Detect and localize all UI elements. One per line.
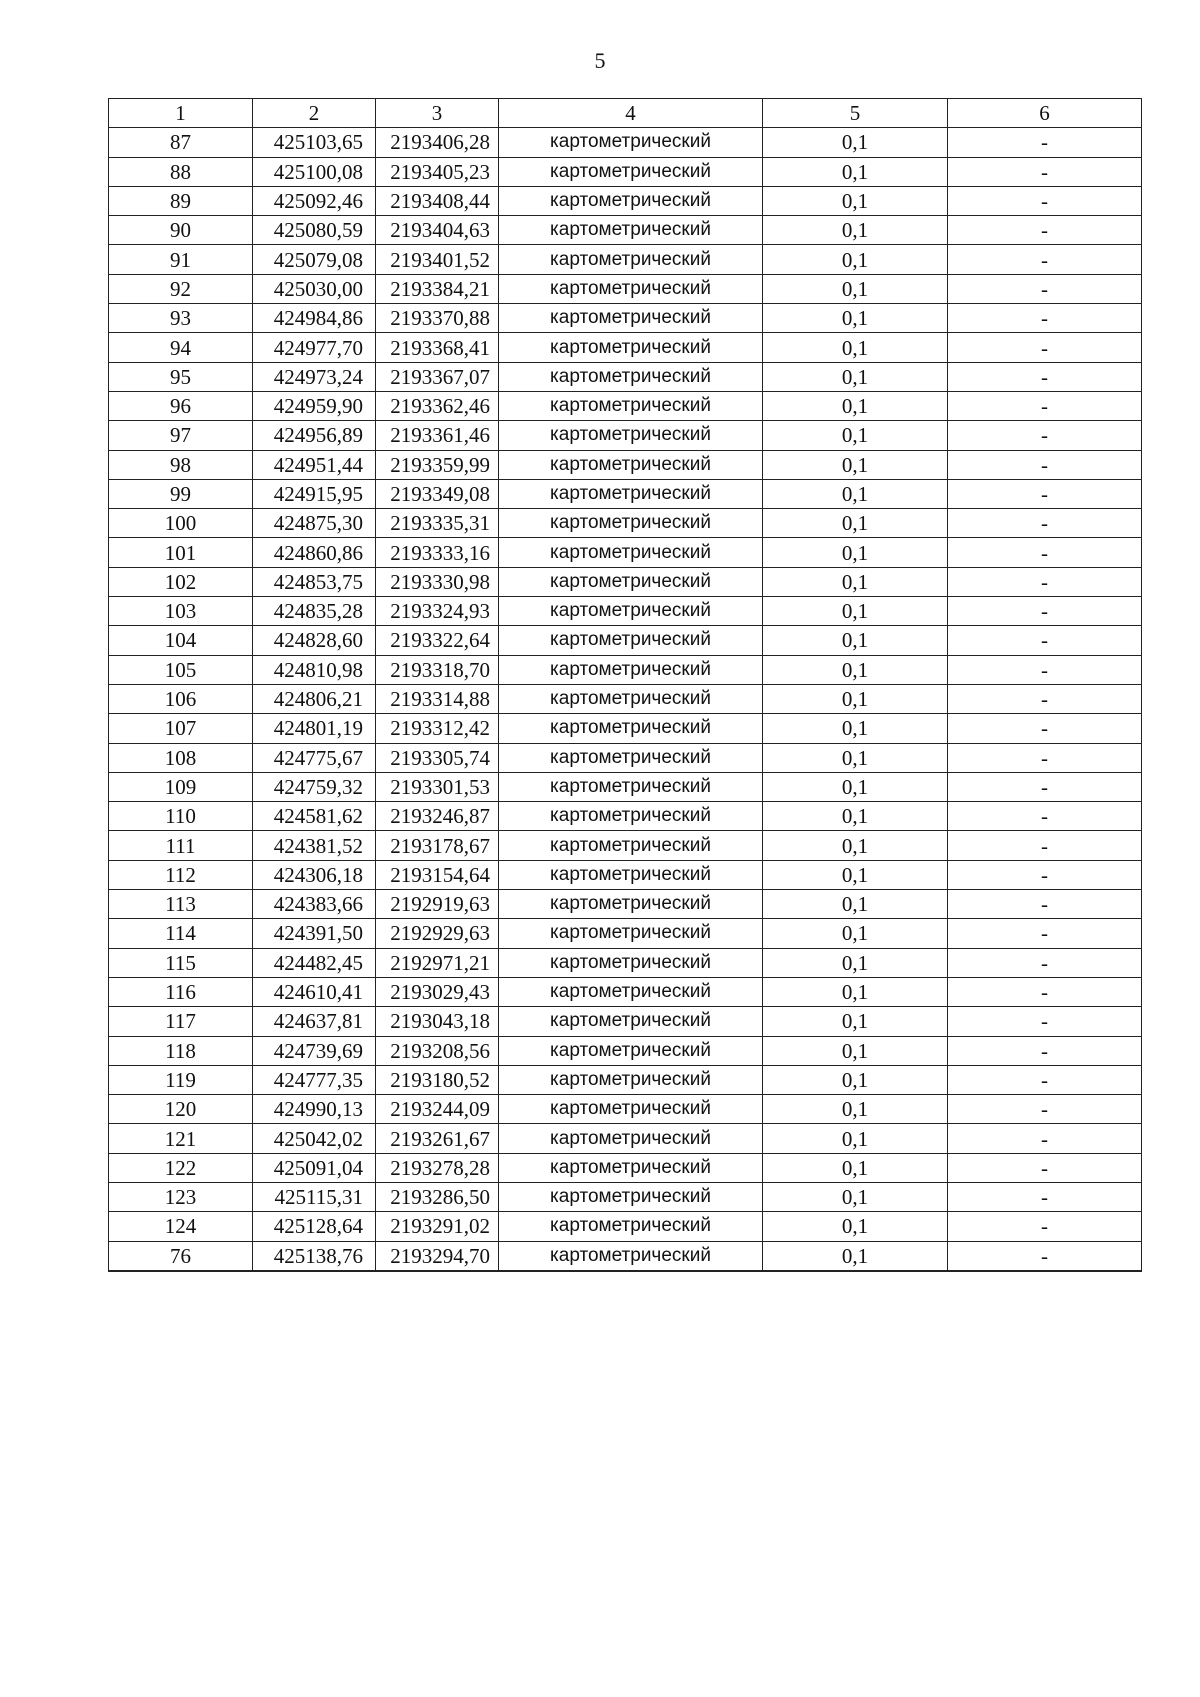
header-cell: 4 [499, 99, 763, 128]
point-number-cell: 107 [109, 714, 253, 743]
y-coordinate-cell: 2193322,64 [376, 626, 499, 655]
table-row [109, 802, 1142, 831]
method-cell: картометрический [499, 860, 763, 889]
point-number-cell: 99 [109, 479, 253, 508]
x-coordinate-cell: 424610,41 [253, 977, 376, 1006]
table-row [109, 1212, 1142, 1241]
note-cell: - [948, 216, 1142, 245]
table-row [109, 1095, 1142, 1124]
header-cell: 3 [376, 99, 499, 128]
point-number-cell: 95 [109, 362, 253, 391]
table-row [109, 655, 1142, 684]
note-cell: - [948, 684, 1142, 713]
y-coordinate-cell: 2193291,02 [376, 1212, 499, 1241]
y-coordinate-cell: 2193314,88 [376, 684, 499, 713]
table-row [109, 626, 1142, 655]
y-coordinate-cell: 2193318,70 [376, 655, 499, 684]
precision-cell: 0,1 [763, 362, 948, 391]
note-cell: - [948, 362, 1142, 391]
point-number-cell: 93 [109, 304, 253, 333]
point-number-cell: 112 [109, 860, 253, 889]
table-header-row [109, 99, 1142, 128]
method-cell: картометрический [499, 655, 763, 684]
note-cell: - [948, 567, 1142, 596]
x-coordinate-cell: 424775,67 [253, 743, 376, 772]
point-number-cell: 89 [109, 186, 253, 215]
note-cell: - [948, 1241, 1142, 1271]
precision-cell: 0,1 [763, 684, 948, 713]
precision-cell: 0,1 [763, 1007, 948, 1036]
x-coordinate-cell: 424381,52 [253, 831, 376, 860]
method-cell: картометрический [499, 919, 763, 948]
header-cell: 2 [253, 99, 376, 128]
note-cell: - [948, 186, 1142, 215]
y-coordinate-cell: 2193405,23 [376, 157, 499, 186]
page-number: 5 [594, 48, 606, 73]
table-row [109, 1153, 1142, 1182]
y-coordinate-cell: 2193404,63 [376, 216, 499, 245]
method-cell: картометрический [499, 186, 763, 215]
precision-cell: 0,1 [763, 333, 948, 362]
table-row [109, 128, 1142, 157]
note-cell: - [948, 304, 1142, 333]
y-coordinate-cell: 2193301,53 [376, 772, 499, 801]
precision-cell: 0,1 [763, 977, 948, 1006]
note-cell: - [948, 743, 1142, 772]
table-row [109, 831, 1142, 860]
point-number-cell: 96 [109, 391, 253, 420]
table-row [109, 1124, 1142, 1153]
method-cell: картометрический [499, 802, 763, 831]
point-number-cell: 91 [109, 245, 253, 274]
method-cell: картометрический [499, 597, 763, 626]
table-row [109, 509, 1142, 538]
point-number-cell: 98 [109, 450, 253, 479]
point-number-cell: 119 [109, 1065, 253, 1094]
y-coordinate-cell: 2193154,64 [376, 860, 499, 889]
point-number-cell: 108 [109, 743, 253, 772]
note-cell: - [948, 245, 1142, 274]
y-coordinate-cell: 2193361,46 [376, 421, 499, 450]
precision-cell: 0,1 [763, 1212, 948, 1241]
table-row [109, 772, 1142, 801]
precision-cell: 0,1 [763, 479, 948, 508]
y-coordinate-cell: 2193368,41 [376, 333, 499, 362]
table-row [109, 1036, 1142, 1065]
precision-cell: 0,1 [763, 1036, 948, 1065]
note-cell: - [948, 655, 1142, 684]
table-body [109, 99, 1142, 1271]
note-cell: - [948, 860, 1142, 889]
x-coordinate-cell: 425092,46 [253, 186, 376, 215]
point-number-cell: 115 [109, 948, 253, 977]
header-cell: 6 [948, 99, 1142, 128]
method-cell: картометрический [499, 567, 763, 596]
note-cell: - [948, 1036, 1142, 1065]
precision-cell: 0,1 [763, 186, 948, 215]
x-coordinate-cell: 424739,69 [253, 1036, 376, 1065]
y-coordinate-cell: 2193261,67 [376, 1124, 499, 1153]
x-coordinate-cell: 424581,62 [253, 802, 376, 831]
table-row [109, 860, 1142, 889]
y-coordinate-cell: 2193349,08 [376, 479, 499, 508]
point-number-cell: 97 [109, 421, 253, 450]
table-row [109, 919, 1142, 948]
y-coordinate-cell: 2193246,87 [376, 802, 499, 831]
method-cell: картометрический [499, 479, 763, 508]
x-coordinate-cell: 424973,24 [253, 362, 376, 391]
table-row [109, 538, 1142, 567]
y-coordinate-cell: 2193312,42 [376, 714, 499, 743]
table-row [109, 421, 1142, 450]
x-coordinate-cell: 425138,76 [253, 1241, 376, 1271]
point-number-cell: 90 [109, 216, 253, 245]
x-coordinate-cell: 424990,13 [253, 1095, 376, 1124]
method-cell: картометрический [499, 948, 763, 977]
table-row [109, 186, 1142, 215]
y-coordinate-cell: 2193208,56 [376, 1036, 499, 1065]
note-cell: - [948, 157, 1142, 186]
precision-cell: 0,1 [763, 831, 948, 860]
table-row [109, 1065, 1142, 1094]
precision-cell: 0,1 [763, 1065, 948, 1094]
method-cell: картометрический [499, 509, 763, 538]
table-row [109, 479, 1142, 508]
note-cell: - [948, 274, 1142, 303]
x-coordinate-cell: 424806,21 [253, 684, 376, 713]
table-row [109, 245, 1142, 274]
method-cell: картометрический [499, 1241, 763, 1271]
point-number-cell: 109 [109, 772, 253, 801]
x-coordinate-cell: 425091,04 [253, 1153, 376, 1182]
point-number-cell: 87 [109, 128, 253, 157]
y-coordinate-cell: 2192929,63 [376, 919, 499, 948]
note-cell: - [948, 626, 1142, 655]
y-coordinate-cell: 2193286,50 [376, 1182, 499, 1211]
method-cell: картометрический [499, 421, 763, 450]
method-cell: картометрический [499, 216, 763, 245]
x-coordinate-cell: 424951,44 [253, 450, 376, 479]
method-cell: картометрический [499, 538, 763, 567]
point-number-cell: 92 [109, 274, 253, 303]
precision-cell: 0,1 [763, 948, 948, 977]
precision-cell: 0,1 [763, 1182, 948, 1211]
x-coordinate-cell: 425128,64 [253, 1212, 376, 1241]
precision-cell: 0,1 [763, 304, 948, 333]
x-coordinate-cell: 424860,86 [253, 538, 376, 567]
method-cell: картометрический [499, 1182, 763, 1211]
note-cell: - [948, 977, 1142, 1006]
point-number-cell: 121 [109, 1124, 253, 1153]
point-number-cell: 100 [109, 509, 253, 538]
x-coordinate-cell: 424777,35 [253, 1065, 376, 1094]
precision-cell: 0,1 [763, 919, 948, 948]
x-coordinate-cell: 424956,89 [253, 421, 376, 450]
x-coordinate-cell: 424391,50 [253, 919, 376, 948]
point-number-cell: 111 [109, 831, 253, 860]
header-cell: 1 [109, 99, 253, 128]
table-row [109, 567, 1142, 596]
table-row [109, 304, 1142, 333]
precision-cell: 0,1 [763, 1124, 948, 1153]
x-coordinate-cell: 424835,28 [253, 597, 376, 626]
table-row [109, 684, 1142, 713]
point-number-cell: 103 [109, 597, 253, 626]
x-coordinate-cell: 424853,75 [253, 567, 376, 596]
x-coordinate-cell: 425042,02 [253, 1124, 376, 1153]
note-cell: - [948, 714, 1142, 743]
method-cell: картометрический [499, 772, 763, 801]
precision-cell: 0,1 [763, 538, 948, 567]
note-cell: - [948, 1095, 1142, 1124]
note-cell: - [948, 128, 1142, 157]
y-coordinate-cell: 2193384,21 [376, 274, 499, 303]
x-coordinate-cell: 424828,60 [253, 626, 376, 655]
x-coordinate-cell: 424306,18 [253, 860, 376, 889]
table-row [109, 450, 1142, 479]
precision-cell: 0,1 [763, 1153, 948, 1182]
point-number-cell: 114 [109, 919, 253, 948]
point-number-cell: 123 [109, 1182, 253, 1211]
x-coordinate-cell: 424759,32 [253, 772, 376, 801]
precision-cell: 0,1 [763, 274, 948, 303]
y-coordinate-cell: 2193408,44 [376, 186, 499, 215]
precision-cell: 0,1 [763, 128, 948, 157]
method-cell: картометрический [499, 684, 763, 713]
precision-cell: 0,1 [763, 714, 948, 743]
point-number-cell: 122 [109, 1153, 253, 1182]
precision-cell: 0,1 [763, 1241, 948, 1271]
method-cell: картометрический [499, 1007, 763, 1036]
x-coordinate-cell: 424383,66 [253, 890, 376, 919]
y-coordinate-cell: 2193330,98 [376, 567, 499, 596]
x-coordinate-cell: 424637,81 [253, 1007, 376, 1036]
note-cell: - [948, 1182, 1142, 1211]
note-cell: - [948, 919, 1142, 948]
table-row [109, 216, 1142, 245]
method-cell: картометрический [499, 157, 763, 186]
header-cell: 5 [763, 99, 948, 128]
point-number-cell: 120 [109, 1095, 253, 1124]
x-coordinate-cell: 424875,30 [253, 509, 376, 538]
y-coordinate-cell: 2193362,46 [376, 391, 499, 420]
note-cell: - [948, 333, 1142, 362]
point-number-cell: 110 [109, 802, 253, 831]
precision-cell: 0,1 [763, 626, 948, 655]
precision-cell: 0,1 [763, 860, 948, 889]
point-number-cell: 106 [109, 684, 253, 713]
x-coordinate-cell: 424977,70 [253, 333, 376, 362]
x-coordinate-cell: 424810,98 [253, 655, 376, 684]
x-coordinate-cell: 425115,31 [253, 1182, 376, 1211]
table-row [109, 1182, 1142, 1211]
point-number-cell: 116 [109, 977, 253, 1006]
point-number-cell: 113 [109, 890, 253, 919]
method-cell: картометрический [499, 1153, 763, 1182]
method-cell: картометрический [499, 391, 763, 420]
precision-cell: 0,1 [763, 1095, 948, 1124]
method-cell: картометрический [499, 831, 763, 860]
note-cell: - [948, 831, 1142, 860]
note-cell: - [948, 1153, 1142, 1182]
method-cell: картометрический [499, 1095, 763, 1124]
coordinates-table [108, 98, 1142, 1272]
note-cell: - [948, 538, 1142, 567]
note-cell: - [948, 421, 1142, 450]
precision-cell: 0,1 [763, 157, 948, 186]
table-row [109, 977, 1142, 1006]
table-row [109, 597, 1142, 626]
point-number-cell: 76 [109, 1241, 253, 1271]
y-coordinate-cell: 2192919,63 [376, 890, 499, 919]
method-cell: картометрический [499, 1065, 763, 1094]
y-coordinate-cell: 2193335,31 [376, 509, 499, 538]
precision-cell: 0,1 [763, 421, 948, 450]
y-coordinate-cell: 2193333,16 [376, 538, 499, 567]
x-coordinate-cell: 425080,59 [253, 216, 376, 245]
precision-cell: 0,1 [763, 743, 948, 772]
x-coordinate-cell: 425079,08 [253, 245, 376, 274]
method-cell: картометрический [499, 977, 763, 1006]
note-cell: - [948, 802, 1142, 831]
table-row [109, 1007, 1142, 1036]
table-row [109, 743, 1142, 772]
y-coordinate-cell: 2193278,28 [376, 1153, 499, 1182]
y-coordinate-cell: 2193367,07 [376, 362, 499, 391]
method-cell: картометрический [499, 362, 763, 391]
y-coordinate-cell: 2193029,43 [376, 977, 499, 1006]
precision-cell: 0,1 [763, 245, 948, 274]
point-number-cell: 118 [109, 1036, 253, 1065]
method-cell: картометрический [499, 890, 763, 919]
y-coordinate-cell: 2193178,67 [376, 831, 499, 860]
note-cell: - [948, 772, 1142, 801]
point-number-cell: 101 [109, 538, 253, 567]
note-cell: - [948, 1212, 1142, 1241]
x-coordinate-cell: 424482,45 [253, 948, 376, 977]
table-row [109, 391, 1142, 420]
note-cell: - [948, 450, 1142, 479]
method-cell: картометрический [499, 245, 763, 274]
table-row [109, 714, 1142, 743]
y-coordinate-cell: 2193043,18 [376, 1007, 499, 1036]
x-coordinate-cell: 425100,08 [253, 157, 376, 186]
y-coordinate-cell: 2193359,99 [376, 450, 499, 479]
y-coordinate-cell: 2192971,21 [376, 948, 499, 977]
method-cell: картометрический [499, 450, 763, 479]
x-coordinate-cell: 424801,19 [253, 714, 376, 743]
note-cell: - [948, 1065, 1142, 1094]
y-coordinate-cell: 2193305,74 [376, 743, 499, 772]
point-number-cell: 117 [109, 1007, 253, 1036]
y-coordinate-cell: 2193324,93 [376, 597, 499, 626]
method-cell: картометрический [499, 743, 763, 772]
y-coordinate-cell: 2193294,70 [376, 1241, 499, 1271]
precision-cell: 0,1 [763, 655, 948, 684]
note-cell: - [948, 890, 1142, 919]
method-cell: картометрический [499, 626, 763, 655]
y-coordinate-cell: 2193370,88 [376, 304, 499, 333]
note-cell: - [948, 509, 1142, 538]
table-row [109, 362, 1142, 391]
method-cell: картометрический [499, 304, 763, 333]
note-cell: - [948, 1124, 1142, 1153]
table-row [109, 333, 1142, 362]
note-cell: - [948, 479, 1142, 508]
precision-cell: 0,1 [763, 450, 948, 479]
precision-cell: 0,1 [763, 509, 948, 538]
x-coordinate-cell: 424915,95 [253, 479, 376, 508]
method-cell: картометрический [499, 274, 763, 303]
x-coordinate-cell: 424959,90 [253, 391, 376, 420]
note-cell: - [948, 391, 1142, 420]
precision-cell: 0,1 [763, 890, 948, 919]
table-row [109, 157, 1142, 186]
y-coordinate-cell: 2193406,28 [376, 128, 499, 157]
point-number-cell: 94 [109, 333, 253, 362]
y-coordinate-cell: 2193401,52 [376, 245, 499, 274]
method-cell: картометрический [499, 128, 763, 157]
table-row [109, 890, 1142, 919]
point-number-cell: 124 [109, 1212, 253, 1241]
point-number-cell: 88 [109, 157, 253, 186]
table-row [109, 274, 1142, 303]
method-cell: картометрический [499, 1036, 763, 1065]
precision-cell: 0,1 [763, 802, 948, 831]
method-cell: картометрический [499, 333, 763, 362]
point-number-cell: 105 [109, 655, 253, 684]
method-cell: картометрический [499, 1124, 763, 1153]
precision-cell: 0,1 [763, 567, 948, 596]
precision-cell: 0,1 [763, 391, 948, 420]
precision-cell: 0,1 [763, 772, 948, 801]
y-coordinate-cell: 2193180,52 [376, 1065, 499, 1094]
table-row [109, 948, 1142, 977]
precision-cell: 0,1 [763, 597, 948, 626]
method-cell: картометрический [499, 1212, 763, 1241]
point-number-cell: 104 [109, 626, 253, 655]
y-coordinate-cell: 2193244,09 [376, 1095, 499, 1124]
note-cell: - [948, 1007, 1142, 1036]
x-coordinate-cell: 425030,00 [253, 274, 376, 303]
x-coordinate-cell: 425103,65 [253, 128, 376, 157]
note-cell: - [948, 948, 1142, 977]
precision-cell: 0,1 [763, 216, 948, 245]
method-cell: картометрический [499, 714, 763, 743]
table-row [109, 1241, 1142, 1271]
x-coordinate-cell: 424984,86 [253, 304, 376, 333]
point-number-cell: 102 [109, 567, 253, 596]
note-cell: - [948, 597, 1142, 626]
